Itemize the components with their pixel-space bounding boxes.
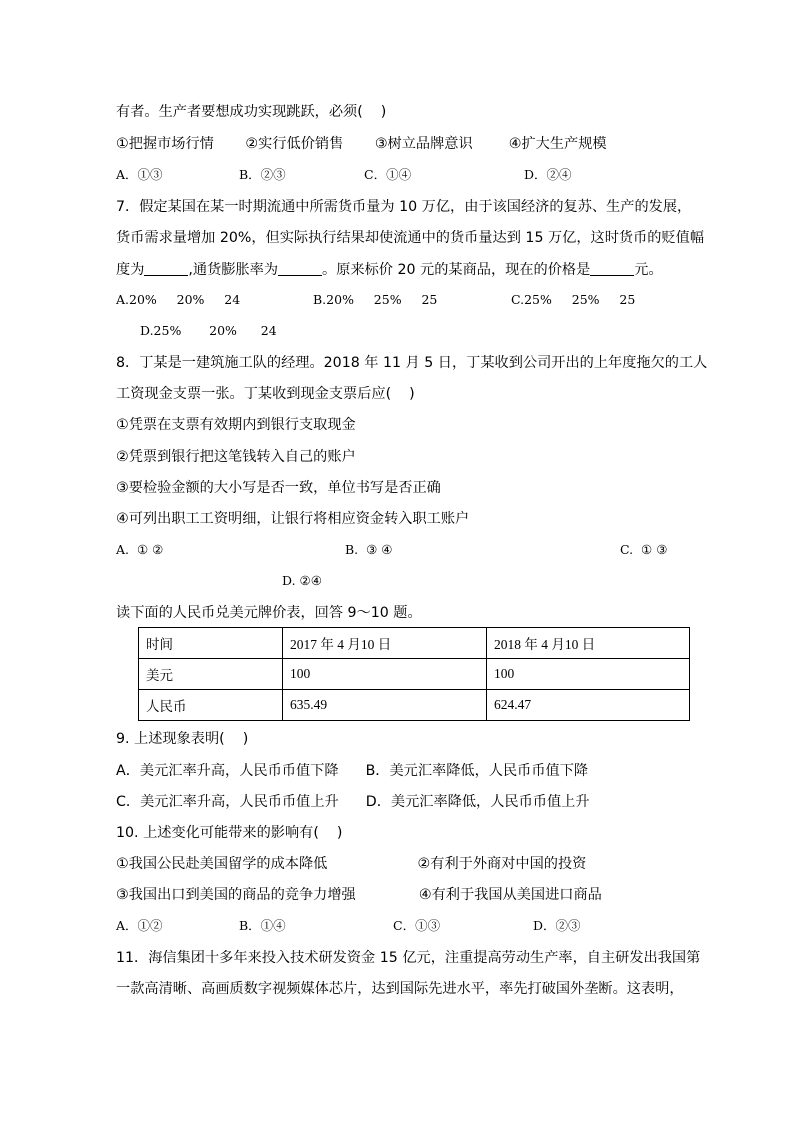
- answer-blank: [590, 261, 634, 276]
- option-c: C.25% 25% 25: [511, 292, 636, 307]
- option-c: C. ① ③: [620, 542, 668, 557]
- q7-text-b: ,通货膨胀率为: [188, 262, 279, 278]
- q8-line-2: 工资现金支票一张。丁某收到现金支票后应( ): [116, 386, 415, 402]
- q9-options-ab: A．美元汇率升高，人民币币值下降 B．美元汇率降低，人民币币值下降: [116, 763, 589, 779]
- option-b: B. ③ ④: [345, 542, 393, 557]
- option-a: A. ① ②: [116, 542, 164, 557]
- option-a: A．①③: [116, 167, 163, 182]
- option-b: B.20% 25% 25: [313, 292, 438, 307]
- q8-line-1: 8．丁某是一建筑施工队的经理。2018 年 11 月 5 日，丁某收到公司开出的上年度拖欠的工人: [116, 355, 708, 371]
- table-cell: 100: [283, 659, 487, 690]
- option-c: C．①③: [393, 918, 441, 933]
- table-cell: 人民币: [139, 690, 283, 721]
- q7-line-1: 7．假定某国在某一时期流通中所需货币量为 10 万亿，由于该国经济的复苏、生产的发展，: [116, 199, 692, 215]
- option-b: B．①④: [239, 918, 286, 933]
- exchange-rate-table: [138, 627, 690, 721]
- option-a: A.20% 20% 24: [116, 292, 241, 307]
- statement-line: ①凭票在支票有效期内到银行支取现金: [116, 417, 356, 433]
- table-header-cell: 时间: [139, 628, 283, 659]
- q9-stem: 9. 上述现象表明( ): [116, 731, 249, 747]
- option-b: B．②③: [239, 167, 286, 182]
- statement-line: ②凭票到银行把这笔钱转入自己的账户: [116, 449, 356, 465]
- option-a: A．①②: [116, 918, 163, 933]
- q11-line-2: 一款高清晰、高画质数字视频媒体芯片，达到国际先进水平，率先打破国外垄断。这表明，: [116, 981, 684, 997]
- q7-line-3: [116, 260, 663, 280]
- table-cell: 635.49: [283, 690, 487, 721]
- q10-stem: 10. 上述变化可能带来的影响有( ): [116, 825, 343, 841]
- table-cell: 美元: [139, 659, 283, 690]
- option-d: D．②③: [533, 918, 581, 933]
- q11-line-1: 11．海信集团十多年来投入技术研发资金 15 亿元，注重提高劳动生产率，自主研发出我国第: [116, 950, 701, 966]
- table-header-cell: 2017 年 4 月10 日: [283, 628, 487, 659]
- statement-line: ①我国公民赴美国留学的成本降低 ②有利于外商对中国的投资: [116, 856, 587, 872]
- q7-line-2: 货币需求量增加 20%，但实际执行结果却使流通中的货币量达到 15 万亿，这时货币的贬值幅: [116, 230, 705, 246]
- q7-text-a: 度为: [116, 262, 145, 278]
- q7-text-d: 元。: [634, 262, 663, 278]
- statement-line: ③我国出口到美国的商品的竞争力增强 ④有利于我国从美国进口商品: [116, 887, 602, 903]
- q7-text-c: 。原来标价 20 元的某商品，现在的价格是: [322, 262, 591, 278]
- option-d: D．②④: [524, 167, 572, 182]
- answer-blank: [144, 261, 188, 276]
- statement-line: ③要检验金额的大小写是否一致，单位书写是否正确: [116, 480, 441, 496]
- table-row: [139, 659, 690, 690]
- table-header-row: [139, 628, 690, 659]
- statement-line: ④可列出职工工资明细，让银行将相应资金转入职工账户: [116, 511, 470, 527]
- q9-options-cd: C．美元汇率升高，人民币币值上升 D．美元汇率降低，人民币币值上升: [116, 794, 590, 810]
- table-row: [139, 690, 690, 721]
- reading-instruction: 读下面的人民币兑美元牌价表，回答 9～10 题。: [116, 605, 422, 621]
- table-cell: 100: [487, 659, 690, 690]
- option-d: D.25% 20% 24: [140, 323, 277, 338]
- answer-blank: [278, 261, 322, 276]
- statement-line: ①把握市场行情 ②实行低价销售 ③树立品牌意识 ④扩大生产规模: [116, 136, 607, 152]
- table-cell: 624.47: [487, 690, 690, 721]
- table-header-cell: 2018 年 4 月10 日: [487, 628, 690, 659]
- option-d: D. ②④: [282, 573, 322, 588]
- text-line: 有者。生产者要想成功实现跳跃，必须( ): [116, 104, 387, 120]
- option-c: C．①④: [364, 167, 412, 182]
